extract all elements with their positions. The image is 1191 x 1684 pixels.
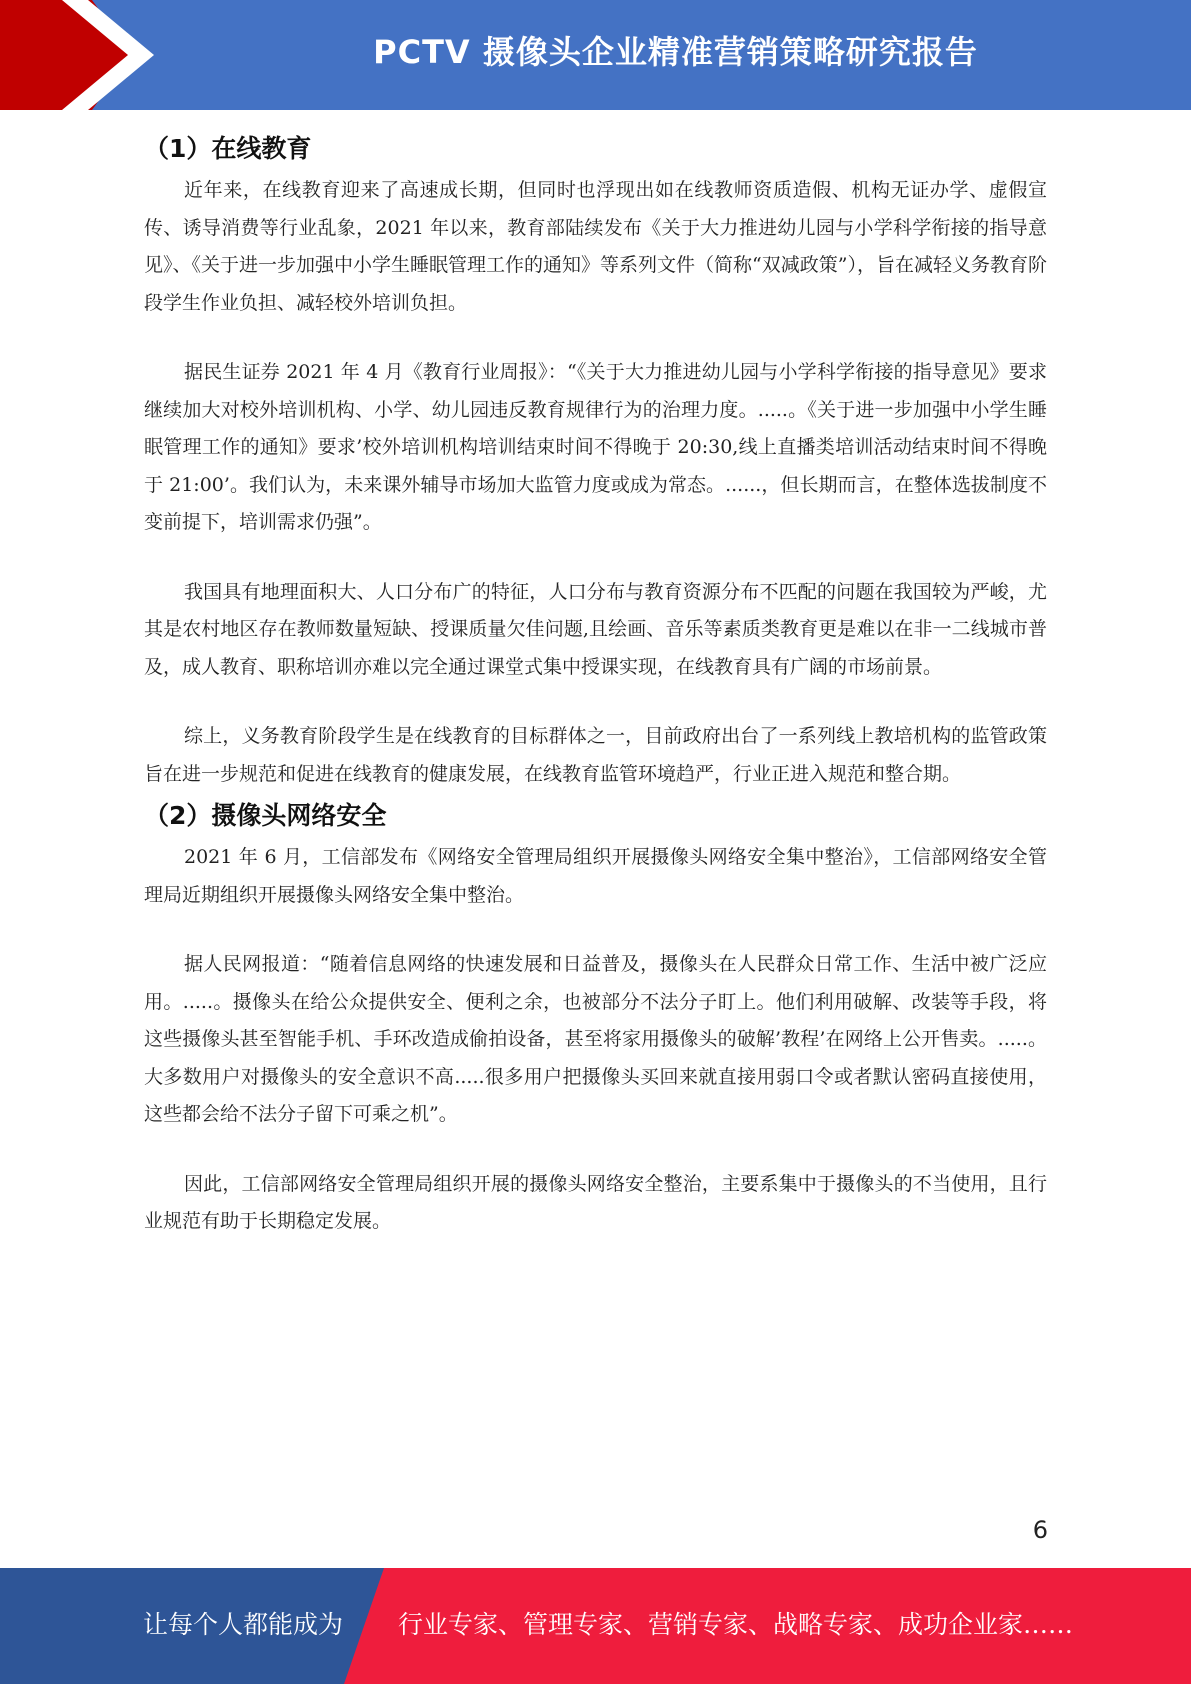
paragraph: 我国具有地理面积大、人口分布广的特征，人口分布与教育资源分布不匹配的问题在我国较为严峻，尤其是农村地区存在教师数量短缺、授课质量欠佳问题,且绘画、音乐等素质类教育更是难以在非一二线城市普及，成人教育、职称培训亦难以完全通过课堂式集中授课实现，在线教育具有广阔的市场前景。 [144,580,1047,678]
section-heading-camera-security: （2）摄像头网络安全 [144,801,387,830]
paragraph: 2021 年 6 月，工信部发布《网络安全管理局组织开展摄像头网络安全集中整治》，工信部网络安全管理局近期组织开展摄像头网络安全集中整治。 [144,846,1047,906]
section-heading-online-education: （1）在线教育 [144,134,312,163]
page-footer [0,1568,1191,1684]
footer-slogan-right: 行业专家、管理专家、营销专家、战略专家、成功企业家…… [398,1610,1074,1639]
paragraph: 综上，义务教育阶段学生是在线教育的目标群体之一，目前政府出台了一系列线上教培机构的监管政策旨在进一步规范和促进在线教育的健康发展，在线教育监管环境趋严，行业正进入规范和整合期。 [144,725,1047,785]
paragraph: 据民生证券 2021 年 4 月《教育行业周报》：“《关于大力推进幼儿园与小学科学衔接的指导意见》要求继续加大对校外培训机构、小学、幼儿园违反教育规律行为的治理力度。.....。《关于进一步加强中小学生睡眠管理工作的通知》要求’校外培训机构培训结束时间不得晚于 20:30,线上直播类培训活动结束时间不得晚于 21:00’。我们认为，未来课外辅导市场加大监管力度或成为常态。......，但长期而言，在整体选拔制度不变前提下，培训需求仍强”。 [144,361,1047,533]
footer-slogan-left: 让每个人都能成为 [143,1610,344,1639]
page-content [144,126,1047,1241]
paragraph: 近年来，在线教育迎来了高速成长期，但同时也浮现出如在线教师资质造假、机构无证办学、虚假宣传、诱导消费等行业乱象，2021 年以来，教育部陆续发布《关于大力推进幼儿园与小学科学衔接的指导意见》、《关于进一步加强中小学生睡眠管理工作的通知》等系列文件（简称“双减政策”），旨在减轻义务教育阶段学生作业负担、减轻校外培训负担。 [144,179,1047,314]
paragraph: 因此，工信部网络安全管理局组织开展的摄像头网络安全整治，主要系集中于摄像头的不当使用，且行业规范有助于长期稳定发展。 [144,1172,1047,1232]
page-number: 6 [1032,1516,1048,1544]
paragraph: 据人民网报道：“随着信息网络的快速发展和日益普及，摄像头在人民群众日常工作、生活中被广泛应用。.....。摄像头在给公众提供安全、便利之余，也被部分不法分子盯上。他们利用破解、改装等手段，将这些摄像头甚至智能手机、手环改造成偷拍设备，甚至将家用摄像头的破解’教程’在网络上公开售卖。.....。大多数用户对摄像头的安全意识不高.....很多用户把摄像头买回来就直接用弱口令或者默认密码直接使用，这些都会给不法分子留下可乘之机”。 [144,953,1047,1125]
page-header [0,0,1191,110]
report-title: PCTV 摄像头企业精准营销策略研究报告 [373,33,978,71]
